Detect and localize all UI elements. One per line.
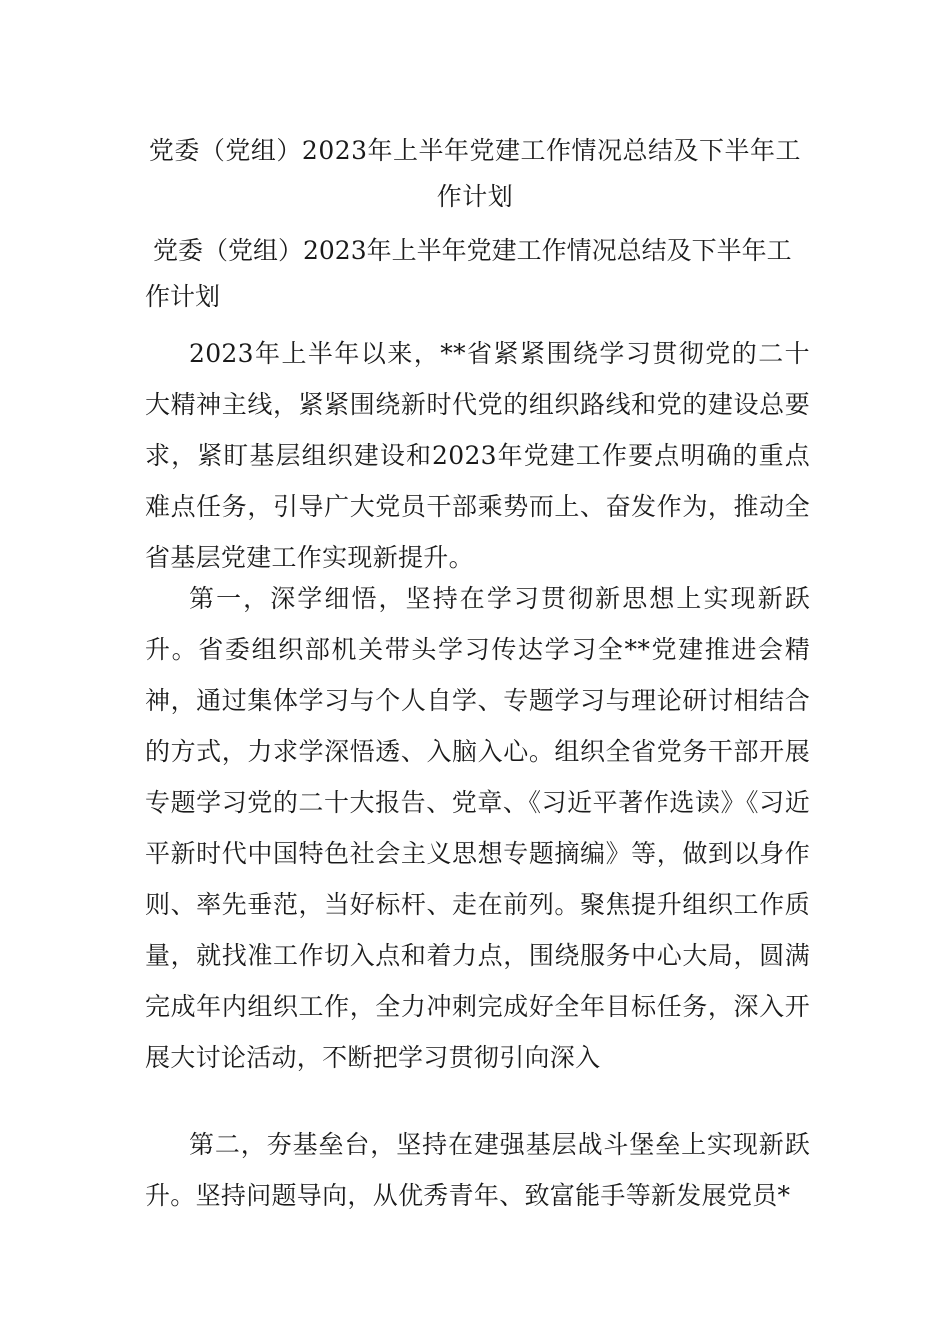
document-subtitle: 党委（党组）2023年上半年党建工作情况总结及下半年工作计划 <box>145 236 792 311</box>
paragraph-first: 第一，深学细悟，坚持在学习贯彻新思想上实现新跃升。省委组织部机关带头学习传达学习全**党建推进会精神，通过集体学习与个人自学、专题学习与理论研讨相结合的方式，力求学深悟透、入脑入心。组织全省党务干部开展专题学习党的二十大报告、党章、《习近平著作选读》《习近平新时代中国特色社会主义思想专题摘编》等，做到以身作则、率先垂范，当好标杆、走在前列。聚焦提升组织工作质量，就找准工作切入点和着力点，围绕服务中心大局，圆满完成年内组织工作，全力冲刺完成好全年目标任务，深入开展大讨论活动，不断把学习贯彻引向深入 <box>145 584 810 1072</box>
paragraph-second: 第二，夯基垒台，坚持在建强基层战斗堡垒上实现新跃升。坚持问题导向，从优秀青年、致富能手等新发展党员* <box>145 1130 810 1210</box>
document-title: 党委（党组）2023年上半年党建工作情况总结及下半年工作计划 <box>148 136 802 211</box>
paragraph-intro: 2023年上半年以来，**省紧紧围绕学习贯彻党的二十大精神主线，紧紧围绕新时代党的组织路线和党的建设总要求，紧盯基层组织建设和2023年党建工作要点明确的重点难点任务，引导广大党员干部乘势而上、奋发作为，推动全省基层党建工作实现新提升。 <box>145 339 810 572</box>
